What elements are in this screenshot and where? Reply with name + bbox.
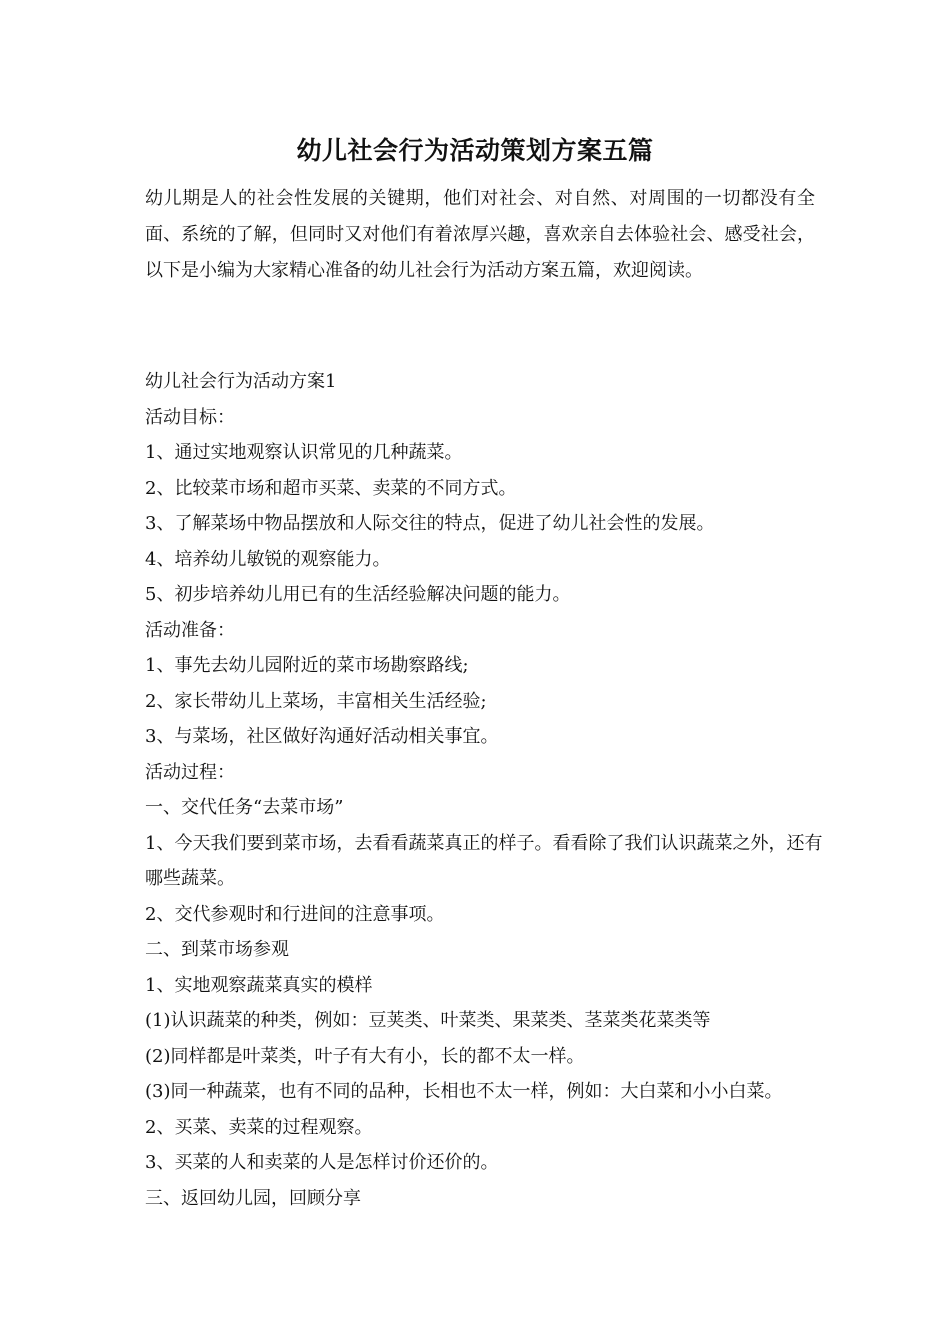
subheading-goals: 活动目标： (145, 406, 235, 428)
list-item: 3、与菜场，社区做好沟通好活动相关事宜。 (145, 726, 499, 747)
intro-text: 幼儿期是人的社会性发展的关键期，他们对社会、对自然、对周围的一切都没有全面、系统的了解，但同时又对他们有着浓厚兴趣，喜欢亲自去体验社会、感受社会，以下是小编为大家精心准备的幼儿社会行为活动方案五篇，欢迎阅读。 (145, 188, 815, 281)
list-item: 4、培养幼儿敏锐的观察能力。 (145, 548, 391, 570)
subheading-preparation: 活动准备： (145, 619, 235, 641)
document-title: 幼儿社会行为活动策划方案五篇 (296, 136, 654, 165)
list-item: 1、实地观察蔬菜真实的模样 (145, 974, 373, 996)
list-item: 1、今天我们要到菜市场，去看看蔬菜真正的样子。看看除了我们认识蔬菜之外，还有哪些蔬菜。 (145, 832, 823, 889)
step-heading: 二、到菜市场参观 (145, 939, 289, 960)
list-item: 2、交代参观时和行进间的注意事项。 (145, 903, 445, 925)
list-item: 2、买菜、卖菜的过程观察。 (145, 1116, 373, 1138)
list-item: 5、初步培养幼儿用已有的生活经验解决问题的能力。 (145, 584, 571, 605)
section-heading: 幼儿社会行为活动方案1 (145, 371, 337, 392)
list-item: (2)同样都是叶菜类，叶子有大有小，长的都不太一样。 (145, 1045, 585, 1067)
list-item: 1、通过实地观察认识常见的几种蔬菜。 (145, 442, 463, 463)
intro-paragraph (145, 181, 815, 289)
list-item: 1、事先去幼儿园附近的菜市场勘察路线; (145, 655, 469, 676)
list-item: 2、比较菜市场和超市买菜、卖菜的不同方式。 (145, 477, 517, 499)
document-body (145, 364, 825, 1216)
list-item: (1)认识蔬菜的种类，例如：豆荚类、叶菜类、果菜类、茎菜类花菜类等 (145, 1010, 711, 1031)
subheading-process: 活动过程： (145, 761, 235, 783)
step-heading: 三、返回幼儿园，回顾分享 (145, 1187, 361, 1209)
list-item: 3、了解菜场中物品摆放和人际交往的特点，促进了幼儿社会性的发展。 (145, 513, 715, 534)
step-heading: 一、交代任务“去菜市场” (145, 797, 344, 818)
list-item: 2、家长带幼儿上菜场，丰富相关生活经验; (145, 690, 487, 712)
list-item: (3)同一种蔬菜，也有不同的品种，长相也不太一样，例如：大白菜和小小白菜。 (145, 1081, 783, 1102)
list-item: 3、买菜的人和卖菜的人是怎样讨价还价的。 (145, 1152, 499, 1173)
